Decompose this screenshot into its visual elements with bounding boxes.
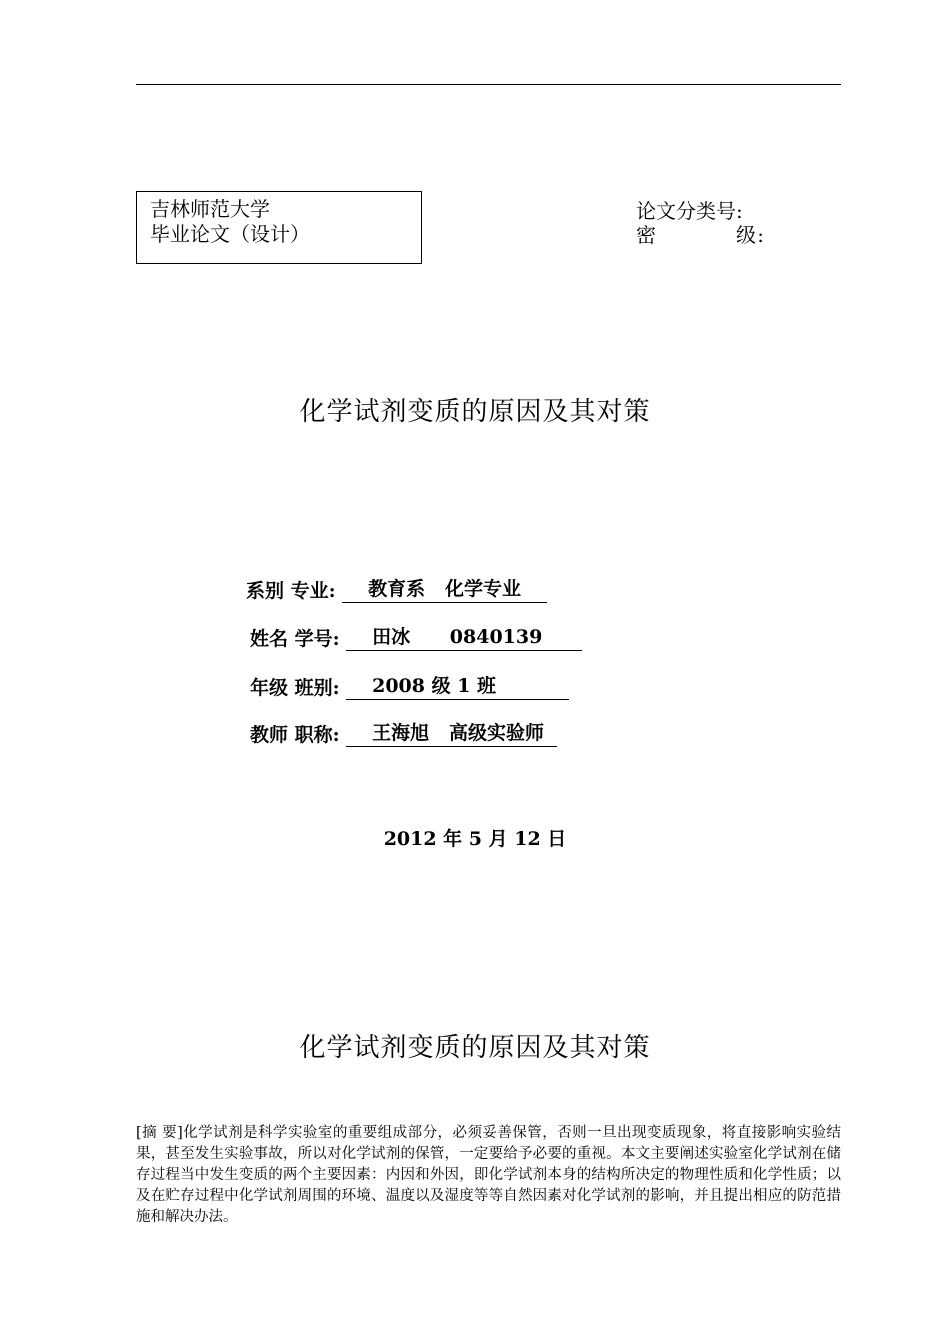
abstract-text: 化学试剂是科学实验室的重要组成部分，必须妥善保管，否则一旦出现变质现象，将直接影响实验结果，甚至发生实验事故，所以对化学试剂的保管，一定要给予必要的重视。本文主要阐述实验室化学试剂在储存过程当中发生变质的两个主要因素：内因和外因，即化学试剂本身的结构所决定的物理性质和化学性质；以及在贮存过程中化学试剂周围的环境、温度以及湿度等等自然因素对化学试剂的影响，并且提出相应的防范措施和解决办法。 bbox=[136, 1125, 841, 1225]
name-value: 田冰 0840139 bbox=[346, 622, 582, 651]
name-row bbox=[250, 621, 582, 651]
abstract bbox=[136, 1123, 841, 1228]
secrecy-row bbox=[636, 223, 764, 247]
thesis-type: 毕业论文（设计） bbox=[150, 222, 310, 246]
secrecy-colon: : bbox=[757, 223, 764, 247]
department-value: 教育系 化学专业 bbox=[342, 574, 548, 603]
teacher-label: 教师 职称: bbox=[250, 724, 340, 746]
secrecy-char-2: 级 bbox=[736, 223, 756, 247]
grade-label: 年级 班别: bbox=[250, 677, 340, 699]
teacher-row bbox=[250, 717, 557, 747]
classification-block bbox=[636, 199, 764, 247]
teacher-value: 王海旭 高级实验师 bbox=[346, 718, 558, 747]
grade-row bbox=[250, 670, 569, 700]
department-row bbox=[246, 573, 547, 603]
department-label: 系别 专业: bbox=[246, 580, 336, 602]
header-rule bbox=[136, 84, 841, 85]
university-box bbox=[136, 191, 422, 264]
classification-number-row bbox=[636, 199, 764, 223]
name-label: 姓名 学号: bbox=[250, 628, 340, 650]
grade-value: 2008 级 1 班 bbox=[346, 671, 569, 700]
abstract-label: [摘 要] bbox=[136, 1125, 183, 1141]
university-name: 吉林师范大学 bbox=[150, 197, 270, 221]
submission-date: 2012 年 5 月 12 日 bbox=[383, 828, 567, 850]
body-title: 化学试剂变质的原因及其对策 bbox=[299, 1033, 651, 1063]
cover-title: 化学试剂变质的原因及其对策 bbox=[299, 397, 651, 427]
classification-label: 论文分类号: bbox=[636, 199, 743, 223]
secrecy-char-1: 密 bbox=[636, 223, 656, 247]
